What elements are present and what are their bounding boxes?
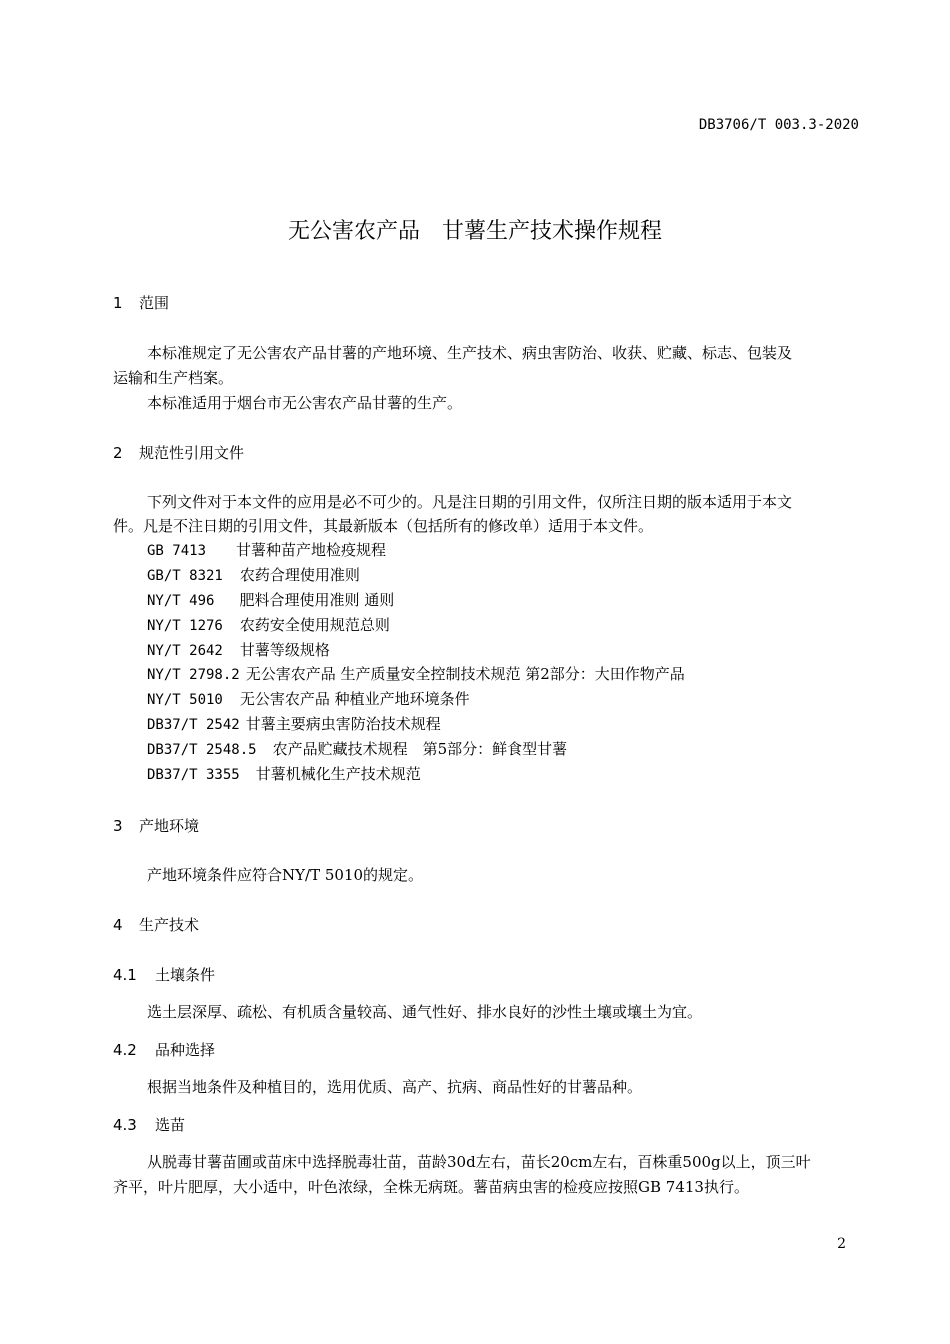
reference-code: DB37/T 2548.5 xyxy=(147,742,257,759)
reference-title: 甘薯机械化生产技术规范 xyxy=(255,765,421,784)
section-1-paragraph-2: 本标准适用于烟台市无公害农产品甘薯的生产。 xyxy=(147,394,463,412)
subsection-4-2-paragraph: 根据当地条件及种植目的，选用优质、高产、抗病、商品性好的甘薯品种。 xyxy=(147,1078,643,1096)
reference-item xyxy=(147,590,685,615)
subsection-number: 4.1 xyxy=(113,966,137,984)
section-3-heading xyxy=(113,815,199,836)
section-3-paragraph: 产地环境条件应符合NY/T 5010的规定。 xyxy=(147,866,424,884)
reference-code: DB37/T 3355 xyxy=(147,767,240,784)
section-number: 3 xyxy=(113,817,123,835)
subsection-4-2-heading xyxy=(113,1039,215,1060)
reference-title: 甘薯等级规格 xyxy=(239,640,330,659)
reference-code: GB/T 8321 xyxy=(147,567,223,584)
reference-code: NY/T 5010 xyxy=(147,692,223,709)
section-1-paragraph-1-line-2: 运输和生产档案。 xyxy=(113,369,234,387)
reference-item xyxy=(147,739,685,764)
reference-title: 农药合理使用准则 xyxy=(239,565,360,584)
reference-title: 无公害农产品 种植业产地环境条件 xyxy=(239,690,470,709)
section-2-intro-line-1: 下列文件对于本文件的应用是必不可少的。凡是注日期的引用文件，仅所注日期的版本适用于本文 xyxy=(147,493,793,511)
reference-code: DB37/T 2542 xyxy=(147,717,240,734)
reference-title: 甘薯种苗产地检疫规程 xyxy=(236,541,387,559)
reference-item xyxy=(147,764,685,789)
subsection-number: 4.2 xyxy=(113,1041,137,1059)
reference-item xyxy=(147,540,685,565)
subsection-4-1-paragraph: 选土层深厚、疏松、有机质含量较高、通气性好、排水良好的沙性土壤或壤土为宜。 xyxy=(147,1003,703,1021)
reference-title: 农产品贮藏技术规程 第5部分：鲜食型甘薯 xyxy=(272,740,568,759)
subsection-title: 品种选择 xyxy=(155,1041,216,1059)
reference-item xyxy=(147,615,685,640)
reference-item xyxy=(147,714,685,739)
reference-title: 肥料合理使用准则 通则 xyxy=(239,590,395,609)
reference-code: NY/T 1276 xyxy=(147,617,223,634)
section-title: 生产技术 xyxy=(139,916,200,934)
section-2-intro-line-2: 件。凡是不注日期的引用文件，其最新版本（包括所有的修改单）适用于本文件。 xyxy=(113,517,654,535)
section-number: 1 xyxy=(113,294,123,312)
reference-item xyxy=(147,565,685,590)
reference-title: 无公害农产品 生产质量安全控制技术规范 第2部分：大田作物产品 xyxy=(245,665,685,684)
section-title: 产地环境 xyxy=(139,817,200,835)
subsection-number: 4.3 xyxy=(113,1116,137,1134)
reference-item xyxy=(147,689,685,714)
document-title: 无公害农产品 甘薯生产技术操作规程 xyxy=(287,219,662,244)
reference-item xyxy=(147,640,685,665)
section-title: 范围 xyxy=(139,294,170,312)
page-number: 2 xyxy=(837,1236,846,1252)
subsection-4-3-paragraph-line-1: 从脱毒甘薯苗圃或苗床中选择脱毒壮苗，苗龄30d左右，苗长20cm左右，百株重500g以上，顶三叶 xyxy=(147,1153,811,1171)
subsection-title: 选苗 xyxy=(155,1116,186,1134)
section-1-paragraph-1-line-1: 本标准规定了无公害农产品甘薯的产地环境、生产技术、病虫害防治、收获、贮藏、标志、包装及 xyxy=(147,344,793,362)
subsection-title: 土壤条件 xyxy=(155,966,216,984)
reference-code: GB 7413 xyxy=(147,543,207,559)
reference-code: NY/T 2798.2 xyxy=(147,667,240,684)
section-2-heading xyxy=(113,442,244,463)
subsection-4-1-heading xyxy=(113,964,215,985)
subsection-4-3-paragraph-line-2: 齐平，叶片肥厚，大小适中，叶色浓绿，全株无病斑。薯苗病虫害的检疫应按照GB 7413执行。 xyxy=(113,1178,749,1196)
standard-number: DB3706/T 003.3-2020 xyxy=(698,117,859,133)
section-title: 规范性引用文件 xyxy=(139,444,245,462)
reference-title: 甘薯主要病虫害防治技术规程 xyxy=(245,715,441,734)
section-1-heading xyxy=(113,292,169,313)
reference-item xyxy=(147,664,685,689)
section-number: 2 xyxy=(113,444,123,462)
section-4-heading xyxy=(113,914,199,935)
reference-code: NY/T 2642 xyxy=(147,642,223,659)
section-number: 4 xyxy=(113,916,123,934)
reference-code: NY/T 496 xyxy=(147,592,215,609)
subsection-4-3-heading xyxy=(113,1114,185,1135)
normative-references-list xyxy=(147,540,685,789)
reference-title: 农药安全使用规范总则 xyxy=(239,615,390,634)
